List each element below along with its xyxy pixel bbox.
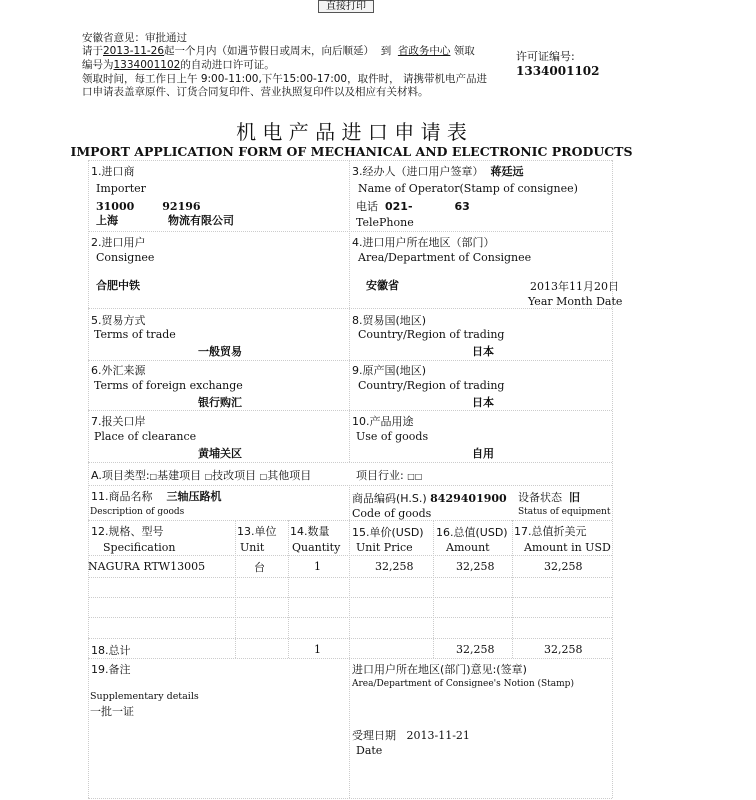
checkbox-icon[interactable]: □ <box>259 472 268 481</box>
price-header: 15.单价(USD) <box>352 526 424 539</box>
license-number-link: 1334001102 <box>113 59 181 71</box>
phone-row <box>356 198 470 214</box>
use-value: 自用 <box>472 447 494 460</box>
checkbox-icon[interactable]: □ <box>204 472 213 481</box>
qty-header: 14.数量 <box>290 525 330 538</box>
use-label: 10.产品用途 <box>352 415 414 428</box>
text: 3.经办人（进口用户签章） <box>352 165 484 178</box>
text: 项目行业: <box>356 469 404 482</box>
operator-label-en: Name of Operator(Stamp of consignee) <box>358 182 578 195</box>
status-value: 旧 <box>569 491 580 504</box>
text: 电话 <box>356 200 378 213</box>
unit-header-en: Unit <box>240 541 265 554</box>
clearance-label: 7.报关口岸 <box>91 415 146 428</box>
total-qty: 1 <box>314 643 321 656</box>
row-qty: 1 <box>314 560 321 573</box>
operator-label <box>352 163 524 179</box>
area-label: 4.进口用户所在地区（部门） <box>352 236 495 249</box>
pickup-time-line: 领取时间，每工作日上午 9:00-11:00,下午15:00-17:00，取件时， 请携带机电产品进 <box>82 73 487 85</box>
print-button[interactable]: 直接打印 <box>318 0 374 13</box>
row-spec: NAGURA RTW13005 <box>88 560 206 573</box>
clearance-label-en: Place of clearance <box>94 430 197 443</box>
country-label-en: Country/Region of trading <box>358 328 505 341</box>
consignee-label: 2.进口用户 <box>91 236 146 249</box>
status-label <box>518 489 580 505</box>
origin-label-en: Country/Region of trading <box>358 379 505 392</box>
remarks-label-en: Supplementary details <box>90 691 199 702</box>
exchange-value: 银行购汇 <box>198 396 242 409</box>
row-total: 32,258 <box>456 560 495 573</box>
license-line <box>82 57 275 72</box>
country-value: 日本 <box>472 345 494 358</box>
importer-label: 1.进口商 <box>91 165 135 178</box>
form-title-en: IMPORT APPLICATION FORM OF MECHANICAL AND ELECTRONIC PRODUCTS <box>70 144 633 159</box>
exchange-label: 6.外汇来源 <box>91 364 146 377</box>
goods-label <box>91 488 222 504</box>
country-label: 8.贸易国(地区) <box>352 314 427 327</box>
text: 商品编码(H.S.) <box>352 492 427 505</box>
total-header-en: Amount <box>446 541 490 554</box>
accept-date-row <box>352 727 470 743</box>
trade-label-en: Terms of trade <box>94 328 176 341</box>
project-type <box>91 467 311 483</box>
checkbox-icon: □ <box>414 472 423 481</box>
origin-label: 9.原产国(地区) <box>352 364 427 377</box>
goods-value: 三轴压路机 <box>166 490 222 503</box>
area-label-en: Area/Department of Consignee <box>358 251 532 264</box>
text: 11.商品名称 <box>91 490 153 503</box>
row-usd: 32,258 <box>544 560 583 573</box>
exchange-label-en: Terms of foreign exchange <box>94 379 243 392</box>
text: 起一个月内（如遇节假日或周末，向后顺延） <box>164 45 375 57</box>
hs-code: 8429401900 <box>430 492 507 505</box>
text: 受理日期 <box>352 729 396 742</box>
spec-header-en: Specification <box>103 541 176 554</box>
area-value: 安徽省 <box>366 279 399 292</box>
goods-label-en: Description of goods <box>90 507 185 517</box>
checkbox-icon[interactable]: □ <box>149 472 158 481</box>
text: 92196 <box>162 200 201 213</box>
checkbox-icon: □ <box>407 472 415 481</box>
pickup-line <box>82 43 475 58</box>
license-number: 1334001102 <box>516 64 600 78</box>
consignee-label-en: Consignee <box>96 251 155 264</box>
trade-label: 5.贸易方式 <box>91 314 146 327</box>
notion-label: 进口用户所在地区(部门)意见:(签章) <box>352 663 527 676</box>
importer-label-en: Importer <box>96 182 146 195</box>
total-label: 18.总计 <box>91 644 131 657</box>
total-usd: 32,258 <box>544 643 583 656</box>
operator-name: 蒋廷远 <box>490 165 524 178</box>
usd-header-en: Amount in USD <box>524 541 611 554</box>
text: 上海 <box>96 214 118 227</box>
importer-name <box>96 212 234 228</box>
date-label-en: Year Month Date <box>528 295 623 308</box>
usd-header: 17.总值折美元 <box>514 525 587 538</box>
text: 基建项目 <box>157 469 202 482</box>
approval-line: 安徽省意见：审批通过 <box>82 32 187 44</box>
accept-date-en: Date <box>356 744 383 757</box>
total-amount: 32,258 <box>456 643 495 656</box>
row-unit: 台 <box>254 561 265 574</box>
pickup-place: 省政务中心 <box>397 45 451 57</box>
text: 到 <box>380 45 392 57</box>
text: 设备状态 <box>518 491 562 504</box>
text: 31000 <box>96 200 135 213</box>
apply-date: 2013年11月20日 <box>530 280 619 293</box>
origin-value: 日本 <box>472 396 494 409</box>
notion-label-en: Area/Department of Consignee's Notion (Stamp) <box>352 679 574 689</box>
spec-header: 12.规格、型号 <box>91 525 164 538</box>
phone-number: 021- <box>385 200 413 213</box>
use-label-en: Use of goods <box>356 430 429 443</box>
total-header: 16.总值(USD) <box>436 526 508 539</box>
row-price: 32,258 <box>375 560 414 573</box>
trade-value: 一般贸易 <box>198 345 242 358</box>
remarks-label: 19.备注 <box>91 663 131 676</box>
materials-line: 口申请表盖章原件、订货合同复印件、营业执照复印件以及相应有关材料。 <box>82 86 429 98</box>
qty-header-en: Quantity <box>292 541 341 554</box>
clearance-value: 黄埔关区 <box>198 447 242 460</box>
text: 请于 <box>82 45 103 57</box>
text: 物流有限公司 <box>168 214 234 227</box>
text: 其他项目 <box>267 469 312 482</box>
pickup-date: 2013-11-26 <box>103 45 165 57</box>
project-industry <box>356 467 422 483</box>
hs-label-en: Code of goods <box>352 507 432 520</box>
form-title-cn: 机 电 产 品 进 口 申 请 表 <box>236 120 467 144</box>
accept-date: 2013-11-21 <box>406 729 470 742</box>
text: 编号为 <box>82 59 114 71</box>
status-label-en: Status of equipment <box>518 507 611 517</box>
text: 技改项目 <box>212 469 257 482</box>
remarks-value: 一批一证 <box>90 705 134 718</box>
phone-tail: 63 <box>454 200 470 213</box>
price-header-en: Unit Price <box>356 541 413 554</box>
phone-label-en: TelePhone <box>356 216 414 229</box>
text: A.项目类型: <box>91 469 150 482</box>
license-label: 许可证编号: <box>516 50 575 63</box>
hs-label <box>352 490 507 506</box>
text: 的自动进口许可证。 <box>180 59 275 71</box>
text: 领取 <box>453 45 475 57</box>
consignee-value: 合肥中铁 <box>96 279 140 292</box>
unit-header: 13.单位 <box>237 525 277 538</box>
